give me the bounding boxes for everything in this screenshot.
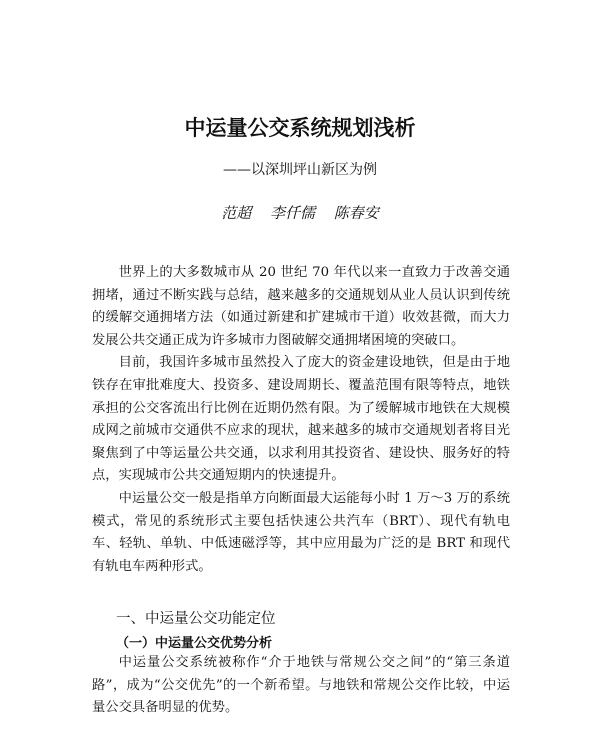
intro-paragraph: 中运量公交一般是指单方向断面最大运能每小时 1 万～3 万的系统模式，常见的系统形式主要包括快速公共汽车（BRT）、现代有轨电车、轻轨、单轨、中低速磁浮等，其中应用最为广泛的是 BRT 和现代有轨电车两种形式。: [92, 490, 510, 574]
intro-section: [92, 262, 510, 578]
paper-authors: 范超 李仟儒 陈春安: [221, 204, 379, 222]
section-heading: 一、中运量公交功能定位: [116, 611, 276, 627]
section1-body: [92, 652, 510, 720]
paper-subtitle: ——以深圳坪山新区为例: [223, 162, 377, 178]
intro-paragraph: 世界上的大多数城市从 20 世纪 70 年代以来一直致力于改善交通拥堵，通过不断实践与总结，越来越多的交通规划从业人员认识到传统的缓解交通拥堵方法（如通过新建和扩建城市干道）收效甚微，而大力发展公共交通正成为许多城市力图破解交通拥堵困境的突破口。: [92, 265, 510, 348]
subsection-heading: （一）中运量公交优势分析: [116, 636, 273, 651]
paper-title: 中运量公交系统规划浅析: [184, 116, 416, 140]
section-paragraph: 中运量公交系统被称作“介于地铁与常规公交之间”的“第三条道路”，成为“公交优先”的一个新希望。与地铁和常规公交作比较，中运量公交具备明显的优势。: [92, 655, 510, 716]
intro-paragraph: 目前，我国许多城市虽然投入了庞大的资金建设地铁，但是由于地铁存在审批难度大、投资多、建设周期长、覆盖范围有限等特点，地铁承担的公交客流出行比例在近期仍然有限。为了缓解城市地铁在大规模成网之前城市交通供不应求的现状，越来越多的城市交通规划者将目光聚焦到了中等运量公共交通，以求利用其投资省、建设快、服务好的特点，实现城市公共交通短期内的快速提升。: [92, 355, 510, 484]
